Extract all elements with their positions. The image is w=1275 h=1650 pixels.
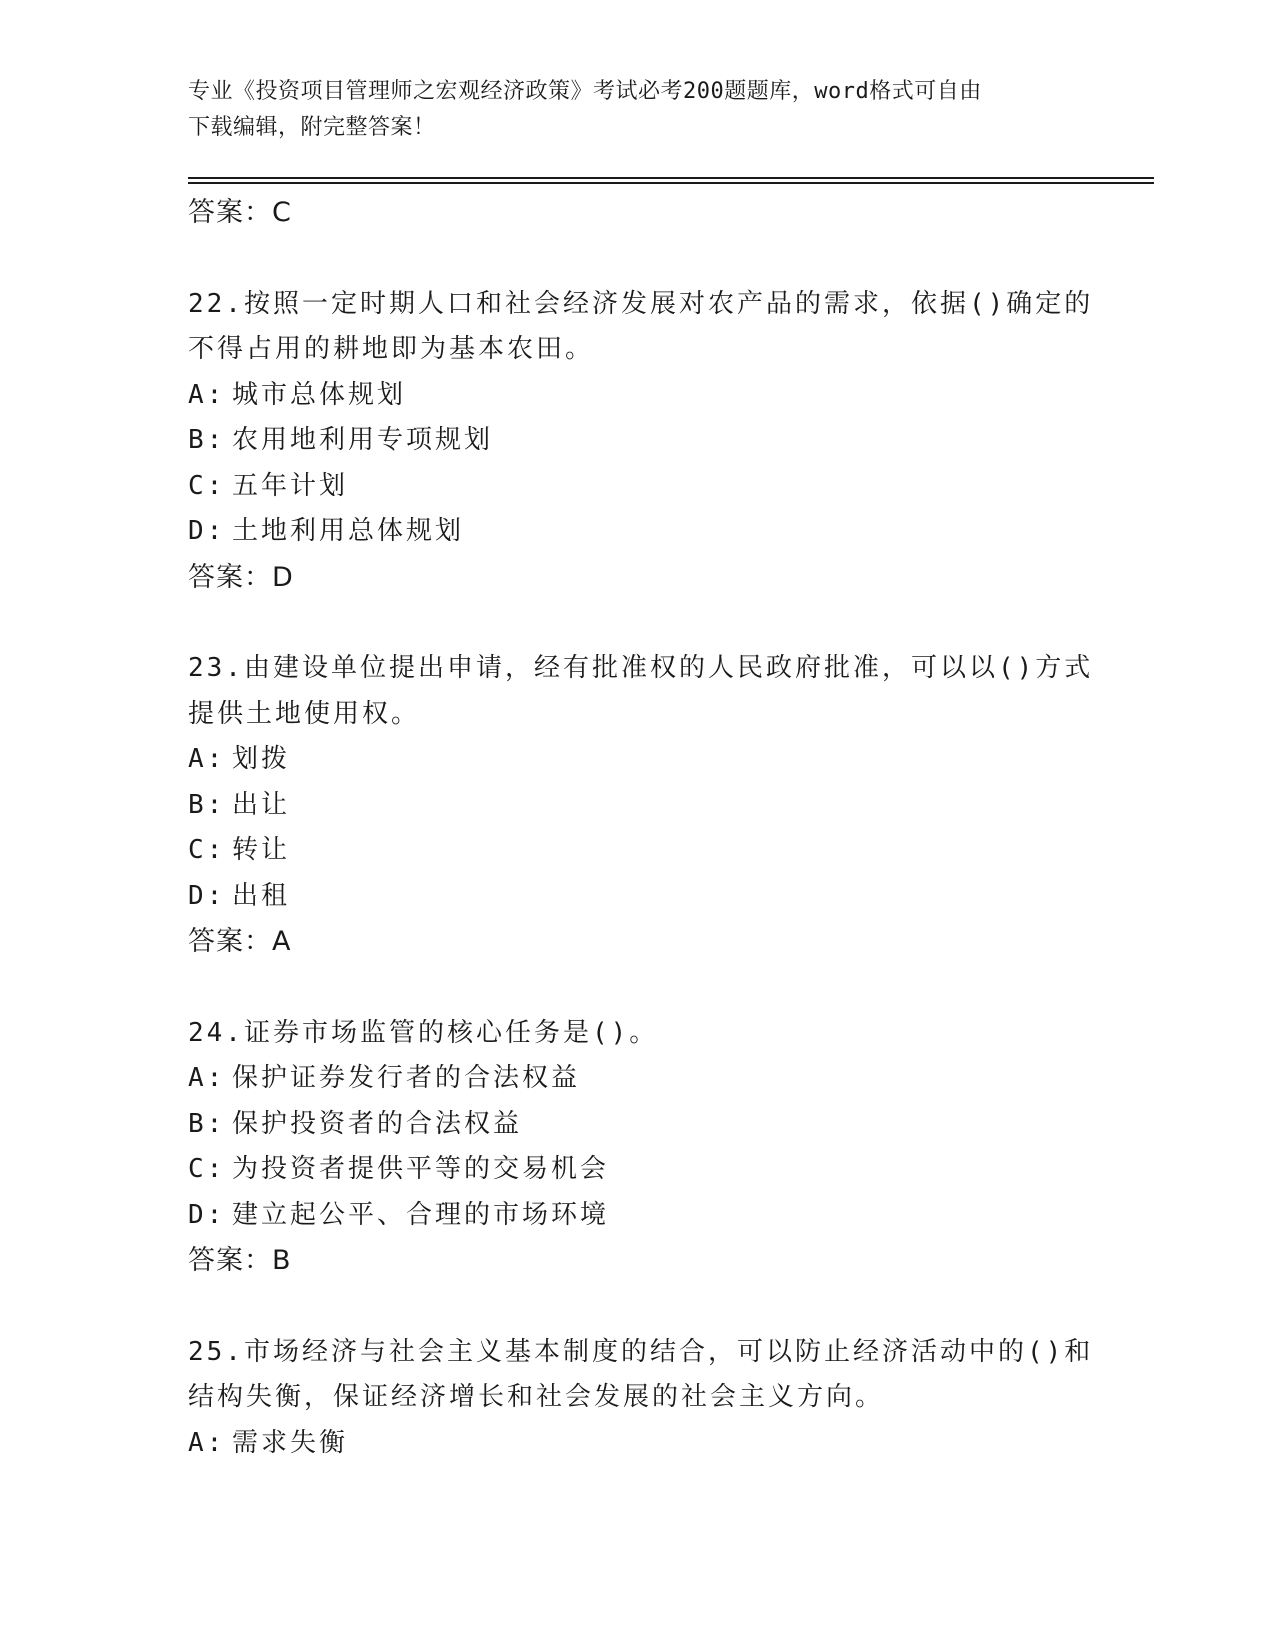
- question-stem-line: 结构失衡，保证经济增长和社会发展的社会主义方向。: [188, 1382, 885, 1412]
- option-key: D:: [188, 880, 226, 911]
- option-key: A:: [188, 1063, 226, 1093]
- option-a: [188, 373, 1088, 419]
- option-key: A:: [188, 744, 226, 774]
- question-22: [188, 282, 1094, 601]
- question-24: [188, 1011, 1088, 1284]
- option-key: D:: [188, 516, 226, 546]
- header-line-1: 专业《投资项目管理师之宏观经济政策》考试必考200题题库，word格式可自由: [188, 79, 982, 104]
- option-text: 五年计划: [232, 470, 349, 501]
- option-b: [188, 418, 1088, 464]
- option-key: B:: [188, 789, 226, 820]
- question-stem-line: 24.证券市场监管的核心任务是()。: [188, 1017, 659, 1048]
- question-stem-line: 不得占用的耕地即为基本农田。: [188, 334, 595, 364]
- option-key: D:: [188, 1199, 226, 1230]
- option-text: 农用地利用专项规划: [232, 425, 494, 455]
- option-text: 转让: [232, 835, 291, 865]
- option-d: [188, 509, 1088, 555]
- question-list: [188, 190, 1094, 1466]
- answer-line: 答案：D: [188, 561, 294, 593]
- option-a: [188, 1421, 1088, 1467]
- option-key: A:: [188, 1427, 226, 1458]
- option-text: 土地利用总体规划: [232, 516, 465, 546]
- option-a: [188, 737, 1088, 783]
- option-key: C:: [188, 470, 226, 501]
- option-text: 划拨: [232, 744, 291, 774]
- question-stem-line: 25.市场经济与社会主义基本制度的结合，可以防止经济活动中的()和: [188, 1336, 1094, 1367]
- option-a: [188, 1056, 1088, 1102]
- question-23: [188, 646, 1094, 965]
- question-25: [188, 1330, 1094, 1467]
- option-text: 建立起公平、合理的市场环境: [232, 1199, 610, 1230]
- answer-line: 答案：A: [188, 926, 292, 957]
- option-key: B:: [188, 1108, 226, 1139]
- option-c: [188, 1147, 1088, 1193]
- option-text: 出租: [232, 880, 291, 911]
- question-stem-line: 22.按照一定时期人口和社会经济发展对农产品的需求，依据()确定的: [188, 288, 1094, 319]
- spacer: [188, 1284, 1088, 1330]
- previous-answer: 答案：C: [188, 197, 292, 228]
- option-key: B:: [188, 425, 226, 455]
- option-text: 保护投资者的合法权益: [232, 1108, 523, 1139]
- spacer: [188, 236, 1088, 282]
- option-key: C:: [188, 1154, 226, 1184]
- answer-line: 答案：B: [188, 1245, 292, 1276]
- header-rule-top: [188, 177, 1154, 179]
- option-text: 城市总体规划: [232, 379, 407, 410]
- option-text: 保护证券发行者的合法权益: [232, 1063, 581, 1093]
- option-key: C:: [188, 835, 226, 865]
- question-stem-line: 提供土地使用权。: [188, 698, 421, 729]
- option-d: [188, 1193, 1088, 1239]
- option-c: [188, 464, 1088, 510]
- option-d: [188, 874, 1088, 920]
- option-text: 出让: [232, 789, 291, 820]
- option-b: [188, 783, 1088, 829]
- spacer: [188, 600, 1088, 646]
- page-header: [188, 74, 1088, 146]
- option-text: 需求失衡: [232, 1427, 349, 1458]
- header-line-2: 下载编辑，附完整答案！: [188, 115, 436, 140]
- option-c: [188, 828, 1088, 874]
- question-stem-line: 23.由建设单位提出申请，经有批准权的人民政府批准，可以以()方式: [188, 653, 1094, 683]
- option-b: [188, 1102, 1088, 1148]
- option-text: 为投资者提供平等的交易机会: [232, 1154, 610, 1184]
- spacer: [188, 965, 1088, 1011]
- option-key: A:: [188, 379, 226, 410]
- header-rule-bottom: [188, 182, 1154, 184]
